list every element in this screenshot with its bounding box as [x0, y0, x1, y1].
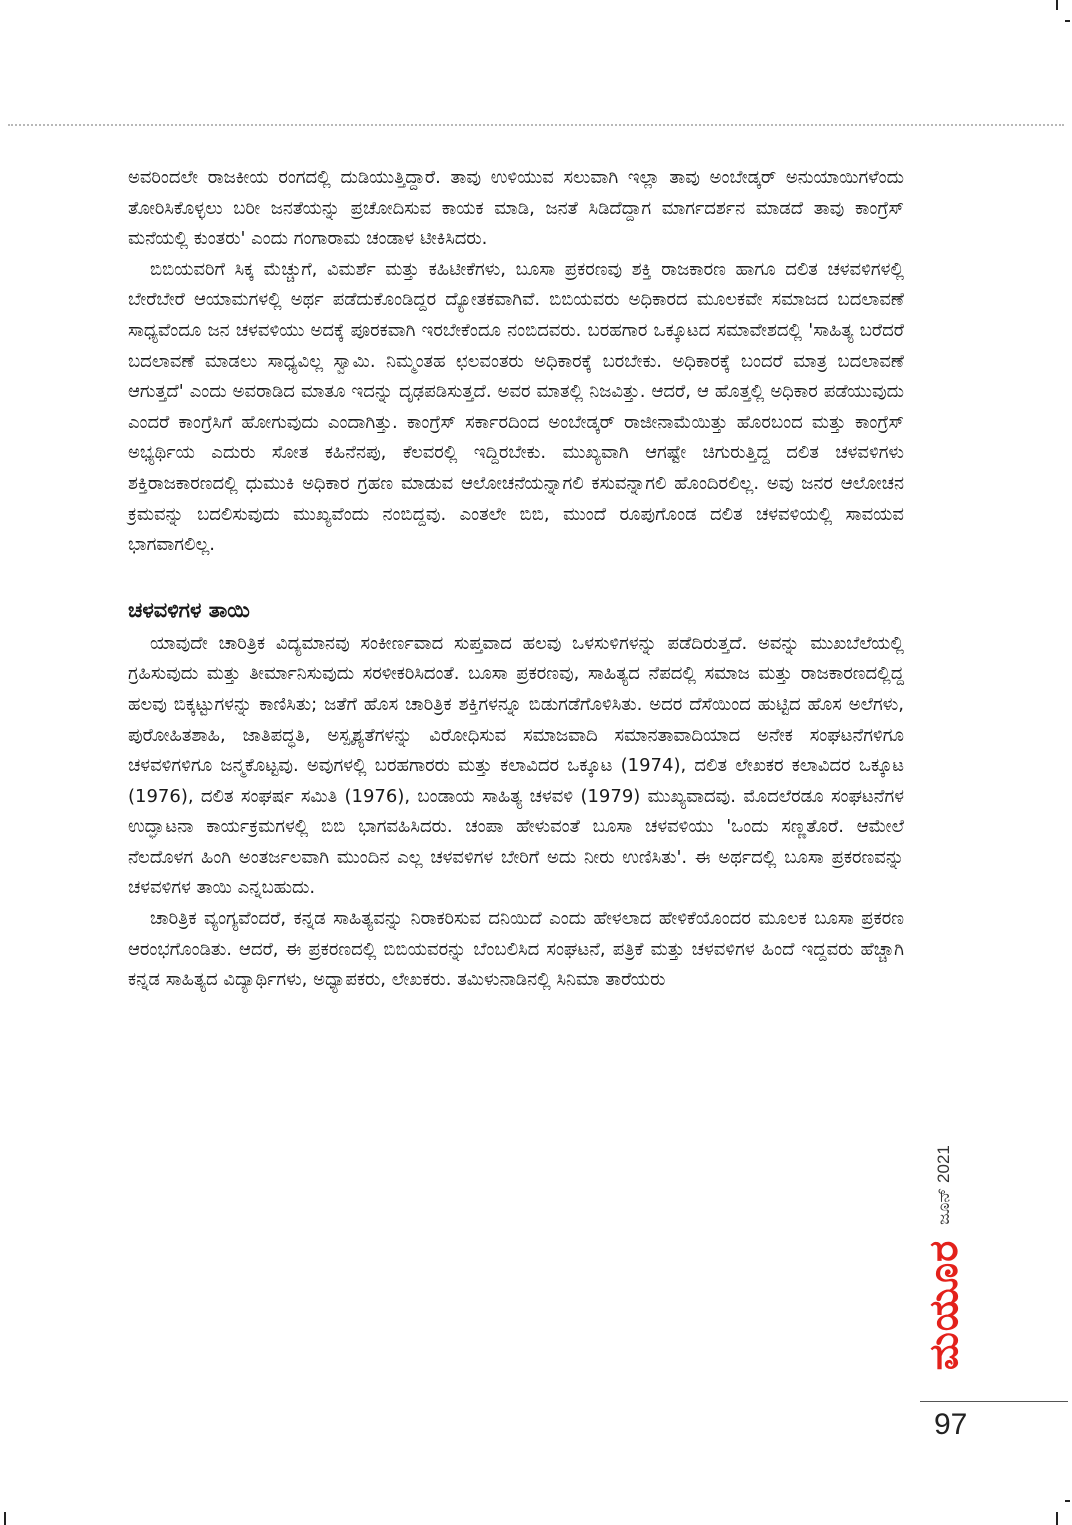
paragraph: ಬಿಬಿಯವರಿಗೆ ಸಿಕ್ಕ ಮೆಚ್ಚುಗೆ, ವಿಮರ್ಶೆ ಮತ್ತು ಕಹಿಟೀಕೆಗಳು, ಬೂಸಾ ಪ್ರಕರಣವು ಶಕ್ತಿ ರಾಜಕಾರಣ ಹಾಗೂ ದಲಿತ ಚಳವಳಿಗಳಲ್ಲಿ ಬೇರೆಬೇರೆ ಆಯಾಮಗಳಲ್ಲಿ ಅರ್ಥ ಪಡೆದುಕೊಂಡಿದ್ದರ ದ್ಯೋತಕವಾಗಿವೆ. ಬಿಬಿಯವರು ಅಧಿಕಾರದ ಮೂಲಕವೇ ಸಮಾಜದ ಬದಲಾವಣೆ ಸಾಧ್ಯವೆಂದೂ ಜನ ಚಳವಳಿಯು ಅದಕ್ಕೆ ಪೂರಕವಾಗಿ ಇರಬೇಕೆಂದೂ ನಂಬಿದವರು. ಬರಹಗಾರ ಒಕ್ಕೂಟದ ಸಮಾವೇಶದಲ್ಲಿ 'ಸಾಹಿತ್ಯ ಬರೆದರೆ ಬದಲಾವಣೆ ಮಾಡಲು ಸಾಧ್ಯವಿಲ್ಲ ಸ್ವಾಮಿ. ನಿಮ್ಮಂತಹ ಛಲವಂತರು ಅಧಿಕಾರಕ್ಕೆ ಬರಬೇಕು. ಅಧಿಕಾರಕ್ಕೆ ಬಂದರೆ ಮಾತ್ರ ಬದಲಾವಣೆ ಆಗುತ್ತದೆ' ಎಂದು ಅವರಾಡಿದ ಮಾತೂ ಇದನ್ನು ದೃಢಪಡಿಸುತ್ತದೆ. ಅವರ ಮಾತಲ್ಲಿ ನಿಜವಿತ್ತು. ಆದರೆ, ಆ ಹೊತ್ತಲ್ಲಿ ಅಧಿಕಾರ ಪಡೆಯುವುದು ಎಂದರೆ ಕಾಂಗ್ರೆಸಿಗೆ ಹೋಗುವುದು ಎಂದಾಗಿತ್ತು. ಕಾಂಗ್ರೆಸ್ ಸರ್ಕಾರದಿಂದ ಅಂಬೇಡ್ಕರ್ ರಾಜೀನಾಮೆಯಿತ್ತು ಹೊರಬಂದ ಮತ್ತು ಕಾಂಗ್ರೆಸ್ ಅಭ್ಯರ್ಥಿಯ ಎದುರು ಸೋತ ಕಹಿನೆನಪು, ಕೆಲವರಲ್ಲಿ ಇದ್ದಿರಬೇಕು. ಮುಖ್ಯವಾಗಿ ಆಗಷ್ಟೇ ಚಿಗುರುತ್ತಿದ್ದ ದಲಿತ ಚಳವಳಿಗಳು ಶಕ್ತಿರಾಜಕಾರಣದಲ್ಲಿ ಧುಮುಕಿ ಅಧಿಕಾರ ಗ್ರಹಣ ಮಾಡುವ ಆಲೋಚನೆಯನ್ನಾಗಲಿ ಕಸುವನ್ನಾಗಲಿ ಹೊಂದಿರಲಿಲ್ಲ. ಅವು ಜನರ ಆಲೋಚನ ಕ್ರಮವನ್ನು ಬದಲಿಸುವುದು ಮುಖ್ಯವೆಂದು ನಂಬಿದ್ದವು. ಎಂತಲೇ ಬಿಬಿ, ಮುಂದೆ ರೂಪುಗೊಂಡ ದಲಿತ ಚಳವಳಿಯಲ್ಲಿ ಸಾವಯವ ಭಾಗವಾಗಲಿಲ್ಲ.	[128, 258, 904, 556]
page-number: 97	[934, 1408, 968, 1441]
paragraph: ಅವರಿಂದಲೇ ರಾಜಕೀಯ ರಂಗದಲ್ಲಿ ದುಡಿಯುತ್ತಿದ್ದಾರೆ. ತಾವು ಉಳಿಯುವ ಸಲುವಾಗಿ ಇಲ್ಲಾ ತಾವು ಅಂಬೇಡ್ಕರ್ ಅನುಯಾಯಿಗಳೆಂದು ತೋರಿಸಿಕೊಳ್ಳಲು ಬರೀ ಜನತೆಯನ್ನು ಪ್ರಚೋದಿಸುವ ಕಾಯಕ ಮಾಡಿ, ಜನತೆ ಸಿಡಿದೆದ್ದಾಗ ಮಾರ್ಗದರ್ಶನ ಮಾಡದೆ ತಾವು ಕಾಂಗ್ರೆಸ್ ಮನೆಯಲ್ಲಿ ಕುಂತರು' ಎಂದು ಗಂಗಾರಾಮ ಚಂಡಾಳ ಟೀಕಿಸಿದರು.	[128, 167, 904, 250]
folio-rule	[920, 1401, 1068, 1402]
paragraph: ಚಾರಿತ್ರಿಕ ವ್ಯಂಗ್ಯವೆಂದರೆ, ಕನ್ನಡ ಸಾಹಿತ್ಯವನ್ನು ನಿರಾಕರಿಸುವ ದನಿಯಿದೆ ಎಂದು ಹೇಳಲಾದ ಹೇಳಿಕೆಯೊಂದರ ಮೂಲಕ ಬೂಸಾ ಪ್ರಕರಣ ಆರಂಭಗೊಂಡಿತು. ಆದರೆ, ಈ ಪ್ರಕರಣದಲ್ಲಿ ಬಿಬಿಯವರನ್ನು ಬೆಂಬಲಿಸಿದ ಸಂಘಟನೆ, ಪತ್ರಿಕೆ ಮತ್ತು ಚಳವಳಿಗಳ ಹಿಂದೆ ಇದ್ದವರು ಹೆಚ್ಚಾಗಿ ಕನ್ನಡ ಸಾಹಿತ್ಯದ ವಿದ್ಯಾರ್ಥಿಗಳು, ಅಧ್ಯಾಪಕರು, ಲೇಖಕರು. ತಮಿಳುನಾಡಿನಲ್ಲಿ ಸಿನಿಮಾ ತಾರೆಯರು	[128, 908, 904, 991]
article-body	[128, 163, 904, 996]
crop-mark	[1065, 1500, 1070, 1502]
magazine-logo: ಮಯೂರ	[921, 1239, 967, 1371]
crop-mark	[1056, 1512, 1058, 1525]
issue-date: ಜೂನ್ 2021	[934, 1145, 953, 1225]
paragraph: ಯಾವುದೇ ಚಾರಿತ್ರಿಕ ವಿದ್ಯಮಾನವು ಸಂಕೀರ್ಣವಾದ ಸುಪ್ತವಾದ ಹಲವು ಒಳಸುಳಿಗಳನ್ನು ಪಡೆದಿರುತ್ತದೆ. ಅವನ್ನು ಮುಖಬೆಲೆಯಲ್ಲಿ ಗ್ರಹಿಸುವುದು ಮತ್ತು ತೀರ್ಮಾನಿಸುವುದು ಸರಳೀಕರಿಸಿದಂತೆ. ಬೂಸಾ ಪ್ರಕರಣವು, ಸಾಹಿತ್ಯದ ನೆಪದಲ್ಲಿ ಸಮಾಜ ಮತ್ತು ರಾಜಕಾರಣದಲ್ಲಿದ್ದ ಹಲವು ಬಿಕ್ಕಟ್ಟುಗಳನ್ನು ಕಾಣಿಸಿತು; ಜತೆಗೆ ಹೊಸ ಚಾರಿತ್ರಿಕ ಶಕ್ತಿಗಳನ್ನೂ ಬಿಡುಗಡೆಗೊಳಿಸಿತು. ಅದರ ದೆಸೆಯಿಂದ ಹುಟ್ಟಿದ ಹೊಸ ಅಲೆಗಳು, ಪುರೋಹಿತಶಾಹಿ, ಜಾತಿಪದ್ಧತಿ, ಅಸ್ಪೃಶ್ಯತೆಗಳನ್ನು ವಿರೋಧಿಸುವ ಸಮಾಜವಾದಿ ಸಮಾನತಾವಾದಿಯಾದ ಅನೇಕ ಸಂಘಟನೆಗಳಿಗೂ ಚಳವಳಿಗಳಿಗೂ ಜನ್ಮಕೊಟ್ಟವು. ಅವುಗಳಲ್ಲಿ ಬರಹಗಾರರು ಮತ್ತು ಕಲಾವಿದರ ಒಕ್ಕೂಟ (1974), ದಲಿತ ಲೇಖಕರ ಕಲಾವಿದರ ಒಕ್ಕೂಟ (1976), ದಲಿತ ಸಂಘರ್ಷ ಸಮಿತಿ (1976), ಬಂಡಾಯ ಸಾಹಿತ್ಯ ಚಳವಳಿ (1979) ಮುಖ್ಯವಾದವು. ಮೊದಲೆರಡೂ ಸಂಘಟನೆಗಳ ಉದ್ಘಾಟನಾ ಕಾರ್ಯಕ್ರಮಗಳಲ್ಲಿ ಬಿಬಿ ಭಾಗವಹಿಸಿದರು. ಚಂಪಾ ಹೇಳುವಂತೆ ಬೂಸಾ ಚಳವಳಿಯು 'ಒಂದು ಸಣ್ಣತೊರೆ. ಆಮೇಲೆ ನೆಲದೊಳಗ ಹಿಂಗಿ ಅಂತರ್ಜಲವಾಗಿ ಮುಂದಿನ ಎಲ್ಲ ಚಳವಳಿಗಳ ಬೇರಿಗೆ ಅದು ನೀರು ಉಣಿಸಿತು'. ಈ ಅರ್ಥದಲ್ಲಿ ಬೂಸಾ ಪ್ರಕರಣವನ್ನು ಚಳವಳಿಗಳ ತಾಯಿ ಎನ್ನಬಹುದು.	[128, 632, 904, 899]
crop-mark	[1056, 0, 1058, 10]
header-dotted-rule	[8, 124, 1064, 126]
crop-mark	[1065, 20, 1070, 22]
section-heading: ಚಳವಳಿಗಳ ತಾಯಿ	[128, 597, 250, 622]
crop-mark	[4, 1512, 6, 1525]
